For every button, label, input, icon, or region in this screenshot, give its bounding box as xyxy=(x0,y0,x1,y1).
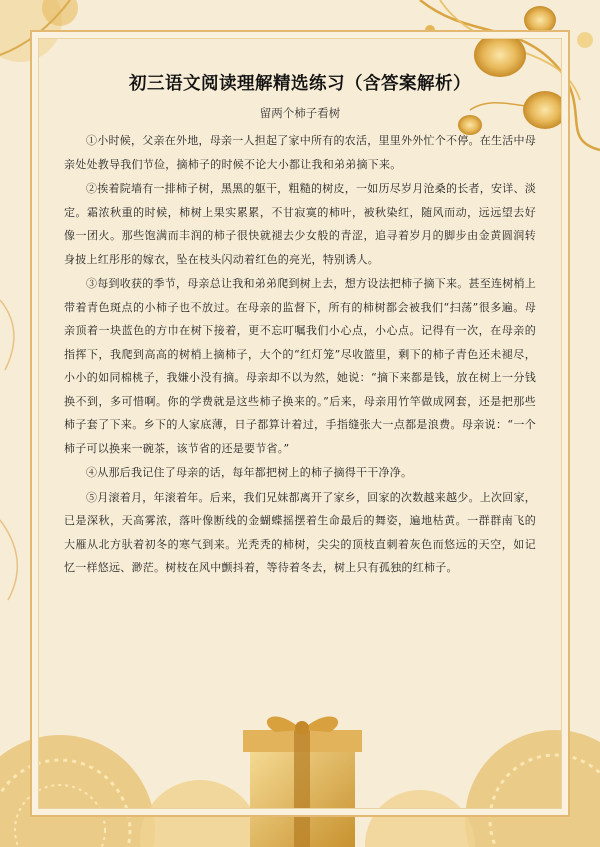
paragraph-1: ①小时候，父亲在外地，母亲一人担起了家中所有的农活，里里外外忙个不停。在生活中母亲处处教导我们节俭，摘柿子的时候不论大小都让我和弟弟摘下来。 xyxy=(64,134,536,171)
gold-swirl-decoration-left xyxy=(0,300,17,600)
paragraph-4: ④从那后我记住了母亲的话，每年都把树上的柿子摘得干干净净。 xyxy=(86,466,413,479)
document-title: 初三语文阅读理解精选练习（含答案解析） xyxy=(129,74,471,94)
article-title: 留两个柿子看树 xyxy=(259,106,341,120)
paragraph-3: ③每到收获的季节，母亲总让我和弟弟爬到树上去，想方设法把柿子摘下来。甚至连树梢上带着青色斑点的小柿子也不放过。在母亲的监督下，所有的柿树都会被我们“扫荡”很多遍。母亲顶着一块蓝色的方巾在树下接着，更不忘叮嘱我们小心点，小心点。记得有一次，在母亲的指挥下，我爬到高高的树梢上摘柿子，大个的“红灯笼”尽收篮里，剩下的柿子青色还未褪尽，小小的如同棉桃子，我嫌小没有摘。母亲却不以为然，她说：“摘下来都是钱，放在树上一分钱换不到，多可惜啊。你的学费就是这些柿子换来的。”后来，母亲用竹竿做成网套，还是把那些柿子套了下来。乡下的人家底薄，日子都算计着过，手指缝张大一点都是浪费。母亲说：“一个柿子可以换来一碗茶，该节省的还是要节省。” xyxy=(64,277,536,455)
paragraph-2: ②挨着院墙有一排柿子树，黑黑的躯干，粗糙的树皮，一如历尽岁月沧桑的长者，安详、淡定。霜浓秋重的时候，柿树上果实累累，不甘寂寞的柿叶，被秋染红，随风而动，远远望去好像一团火。那些饱满而丰润的柿子很快就褪去少女般的青涩，追寻着岁月的脚步由金黄圆润转身披上红彤彤的嫁衣，坠在枝头闪动着红色的亮光，特别诱人。 xyxy=(64,182,536,266)
document-content xyxy=(64,70,536,581)
paragraph-5: ⑤月滚着月，年滚着年。后来，我们兄妹都离开了家乡，回家的次数越来越少。上次回家，已是深秋，天高雾浓，落叶像断线的金蝴蝶摇摆着生命最后的舞姿，遍地枯黄。一群群南飞的大雁从北方驮着初冬的寒气到来。光秃秃的柿树，尖尖的顶枝直刺着灰色而悠远的天空，如记忆一样悠远、渺茫。树枝在风中颤抖着，等待着冬去，树上只有孤独的红柿子。 xyxy=(64,490,536,574)
